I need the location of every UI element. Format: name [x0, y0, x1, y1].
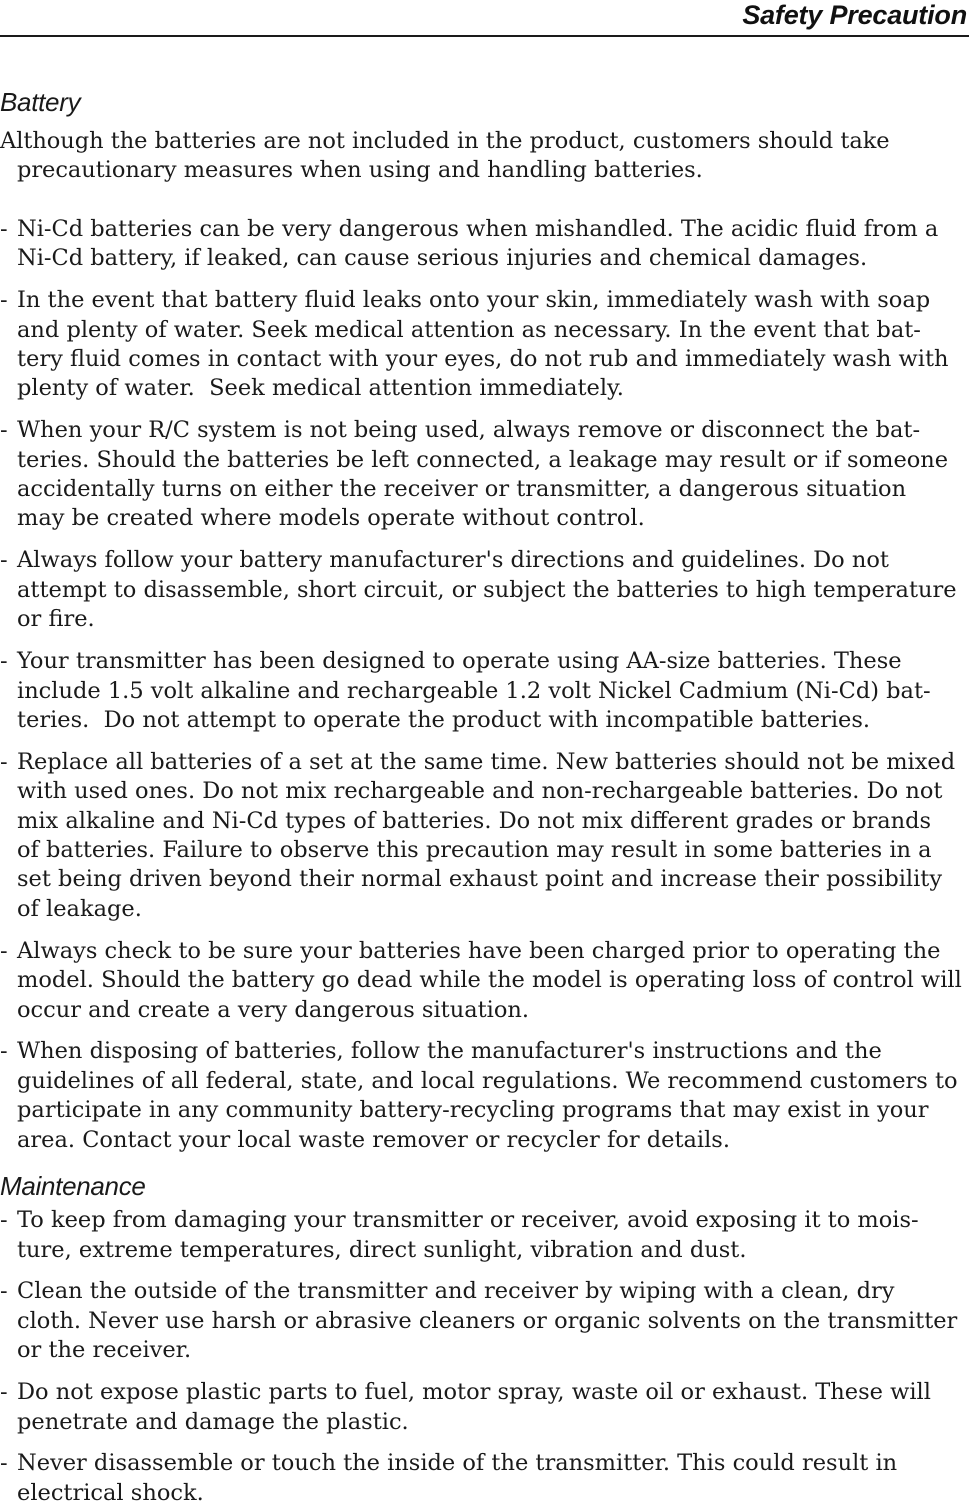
list-item: [0, 416, 969, 534]
header-divider-rule: [0, 35, 969, 37]
list-item-text: [17, 1206, 969, 1265]
list-item-text: [17, 1037, 969, 1155]
list-item: [0, 1037, 969, 1155]
section-heading-battery: Battery: [0, 87, 81, 117]
spacer: [0, 198, 969, 215]
list-item-text: [17, 647, 969, 735]
text-line: Always check to be sure your batteries have been charged prior to operating the: [17, 937, 941, 964]
bullet-dash-icon: -: [0, 1278, 8, 1305]
text-line: mix alkaline and Ni-Cd types of batteries. Do not mix different grades or brands: [17, 807, 932, 834]
list-item-text: [17, 215, 969, 274]
text-line: participate in any community battery-recycling programs that may exist in your: [17, 1097, 929, 1124]
bullet-dash-icon: -: [0, 1038, 8, 1065]
bullet-dash-icon: -: [0, 287, 8, 314]
text-line: Although the batteries are not included in the product, customers should take: [0, 128, 890, 154]
text-line: When disposing of batteries, follow the manufacturer's instructions and the: [17, 1038, 882, 1065]
text-line: When your R/C system is not being used, always remove or disconnect the bat-: [17, 417, 921, 444]
bullet-dash-icon: -: [0, 215, 8, 242]
list-item-text: [17, 546, 969, 634]
list-item-text: [17, 937, 969, 1025]
text-line: ture, extreme temperatures, direct sunlight, vibration and dust.: [17, 1236, 747, 1263]
text-line: may be created where models operate without control.: [17, 505, 645, 532]
text-line: Ni-Cd batteries can be very dangerous when mishandled. The acidic fluid from a: [17, 215, 939, 242]
bullet-dash-icon: -: [0, 417, 8, 444]
list-item: [0, 1206, 969, 1265]
list-item-text: [17, 286, 969, 404]
bullet-dash-icon: -: [0, 1207, 8, 1234]
text-line: precautionary measures when using and handling batteries.: [17, 157, 703, 184]
section-heading-maintenance: Maintenance: [0, 1171, 146, 1202]
text-line: electrical shock.: [17, 1479, 204, 1506]
text-line: tery fluid comes in contact with your eyes, do not rub and immediately wash with: [17, 345, 949, 372]
text-line: or the receiver.: [17, 1337, 192, 1364]
text-line: Never disassemble or touch the inside of the transmitter. This could result in: [17, 1450, 898, 1477]
text-line: set being driven beyond their normal exhaust point and increase their possibility: [17, 866, 943, 893]
bullet-dash-icon: -: [0, 648, 8, 675]
text-line: or fire.: [17, 606, 95, 633]
list-item-text: [17, 748, 969, 924]
text-line: Your transmitter has been designed to operate using AA-size batteries. These: [17, 648, 902, 675]
list-item: [0, 748, 969, 924]
bullet-dash-icon: -: [0, 547, 8, 574]
text-line: Do not expose plastic parts to fuel, motor spray, waste oil or exhaust. These will: [17, 1379, 931, 1406]
battery-intro-paragraph: [0, 127, 969, 186]
document-body: [0, 38, 969, 1508]
text-line: accidentally turns on either the receiver or transmitter, a dangerous situation: [17, 476, 907, 503]
text-line: and plenty of water. Seek medical attention as necessary. In the event that bat-: [17, 316, 921, 343]
list-item-text: [17, 1277, 969, 1365]
bullet-dash-icon: -: [0, 937, 8, 964]
text-line: To keep from damaging your transmitter or receiver, avoid exposing it to mois-: [17, 1207, 919, 1234]
text-line: plenty of water. Seek medical attention immediately.: [17, 375, 624, 402]
battery-bullet-list: [0, 215, 969, 1155]
text-line: guidelines of all federal, state, and local regulations. We recommend customers to: [17, 1067, 958, 1094]
list-item: [0, 1449, 969, 1508]
text-line: occur and create a very dangerous situation.: [17, 996, 530, 1023]
text-line: Ni-Cd battery, if leaked, can cause serious injuries and chemical damages.: [17, 245, 868, 272]
maintenance-bullet-list: [0, 1206, 969, 1508]
list-item: [0, 286, 969, 404]
text-line: cloth. Never use harsh or abrasive cleaners or organic solvents on the transmitter: [17, 1307, 958, 1334]
list-item: [0, 215, 969, 274]
list-item: [0, 937, 969, 1025]
text-line: of batteries. Failure to observe this precaution may result in some batteries in a: [17, 837, 932, 864]
text-line: of leakage.: [17, 895, 142, 922]
list-item-text: [17, 416, 969, 534]
text-line: Replace all batteries of a set at the same time. New batteries should not be mixed: [17, 748, 956, 775]
list-item: [0, 647, 969, 735]
text-line: with used ones. Do not mix rechargeable and non-rechargeable batteries. Do not: [17, 778, 943, 805]
running-header-title: Safety Precaution: [742, 0, 967, 30]
text-line: In the event that battery fluid leaks onto your skin, immediately wash with soap: [17, 287, 931, 314]
text-line: Always follow your battery manufacturer's directions and guidelines. Do not: [17, 547, 889, 574]
text-line: model. Should the battery go dead while the model is operating loss of control will: [17, 967, 962, 994]
list-item-text: [17, 1449, 969, 1508]
bullet-dash-icon: -: [0, 748, 8, 775]
page-header: [0, 0, 969, 38]
text-line: penetrate and damage the plastic.: [17, 1408, 409, 1435]
text-line: teries. Should the batteries be left connected, a leakage may result or if someone: [17, 446, 949, 473]
bullet-dash-icon: -: [0, 1379, 8, 1406]
text-line: Clean the outside of the transmitter and receiver by wiping with a clean, dry: [17, 1278, 895, 1305]
list-item: [0, 546, 969, 634]
text-line: area. Contact your local waste remover or recycler for details.: [17, 1126, 730, 1153]
list-item: [0, 1277, 969, 1365]
bullet-dash-icon: -: [0, 1450, 8, 1477]
text-line: teries. Do not attempt to operate the product with incompatible batteries.: [17, 706, 871, 733]
text-line: attempt to disassemble, short circuit, or subject the batteries to high temperature: [17, 576, 957, 603]
text-line: include 1.5 volt alkaline and rechargeable 1.2 volt Nickel Cadmium (Ni-Cd) bat-: [17, 677, 931, 704]
